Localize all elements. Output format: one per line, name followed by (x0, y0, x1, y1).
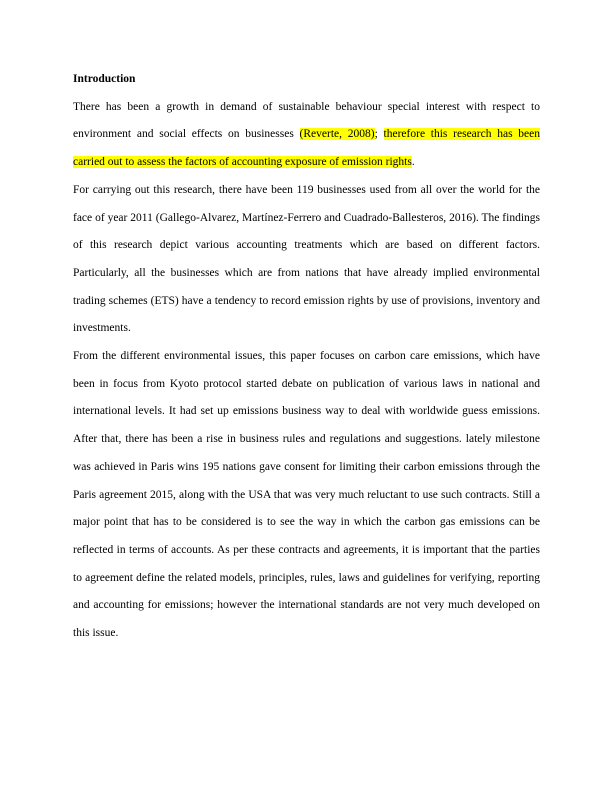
paragraph-intro-end: . (411, 156, 415, 169)
section-heading: Introduction (73, 73, 136, 85)
paragraph-research: For carrying out this research, there have been 119 businesses used from all over the world for the face of year 2011 (Gallego-Alvarez, Martínez-Ferrero and Cuadrado-Ballesteros, 2016). The findings of this research depict various accounting treatments which are based on different factors. Particularly, all the businesses which are from nations that have already implied environmental trading schemes (ETS) have a tendency to record emission rights by use of provisions, inventory and investments. (73, 183, 540, 335)
paragraph-emissions: From the different environmental issues, this paper focuses on carbon care emissions, which have been in focus from Kyoto protocol started debate on publication of various laws in national and international levels. It had set up emissions business way to deal with worldwide guess emissions. After that, there has been a rise in business rules and regulations and suggestions. lately milestone was achieved in Paris wins 195 nations gave consent for limiting their carbon emissions through the Paris agreement 2015, along with the USA that was very much reluctant to use such contracts. Still a major point that has to be considered is to see the way in which the carbon gas emissions can be reflected in terms of accounts. As per these contracts and agreements, it is important that the parties to agreement define the related models, principles, rules, laws and guidelines for verifying, reporting and accounting for emissions; however the international standards are not very much developed on this issue. (73, 350, 540, 640)
highlighted-statement: therefore this research has been carried out to assess the factors of accounting exposure of emission rights (73, 128, 540, 169)
document-page (73, 66, 540, 648)
highlighted-citation: (Reverte, 2008) (299, 128, 375, 141)
paragraph-intro-separator: ; (374, 128, 384, 141)
paragraph-intro (73, 94, 540, 177)
paragraph-intro-text: There has been a growth in demand of sustainable behaviour special interest with respect to environment and social effects on businesses (73, 100, 540, 141)
